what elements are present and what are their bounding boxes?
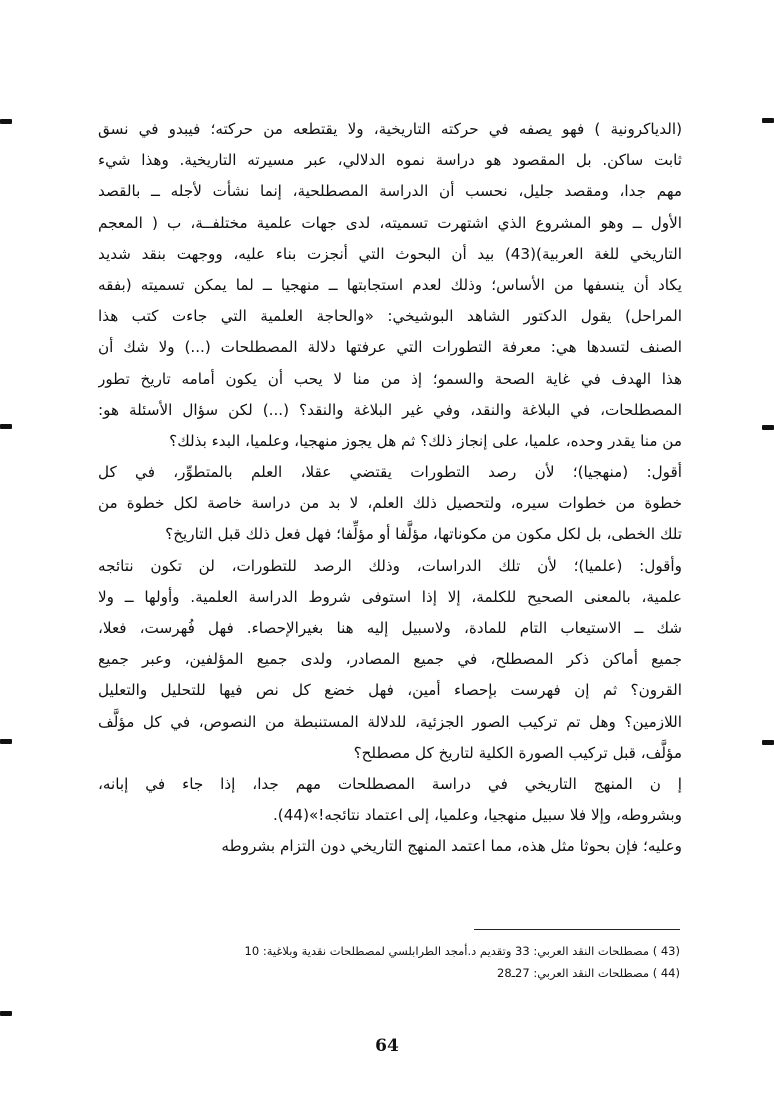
text-line: وأقول: (علميا)؛ لأن تلك الدراسات، وذلك الرصد للتطورات، لن تكون نتائجه [98, 556, 682, 575]
text-line: مهم جدا، ومقصد جليل، نحسب أن الدراسة المصطلحية، إنما نشأت لأجله ــ بالقصد [98, 182, 682, 201]
text-line: شك ــ الاستيعاب التام للمادة، ولاسبيل إليه هنا بغيرالإحصاء. فهل فُهرست، فعلا، [98, 619, 682, 637]
page-number: 64 [375, 1036, 399, 1056]
edge-mark [762, 740, 774, 745]
footnote-43: (43 ) مصطلحات النقد العربي: 33 وتقديم د.أمجد الطرابلسي لمصطلحات نقدية وبلاغية: 10 [244, 944, 680, 958]
edge-mark [762, 425, 774, 430]
text-line: المصطلحات، في البلاغة والنقد، وفي غير البلاغة والنقد؟ (...) لكن سؤال الأسئلة هو: [98, 400, 682, 419]
text-line: ثابت ساكن. بل المقصود هو دراسة نموه الدلالي، عبر مسيرته التاريخية. وهذا شيء [98, 151, 682, 170]
text-line: إ ن المنهج التاريخي في دراسة المصطلحات مهم جدا، إذا جاء في إبانه، [98, 774, 682, 793]
edge-mark [0, 424, 12, 429]
body-text [98, 114, 682, 863]
text-line: (الدياكرونية ) فهو يصفه في حركته التاريخية، ولا يقتطعه من حركته؛ فيبدو في نسق [98, 120, 682, 138]
text-line: خطوة من خطوات سيره، ولتحصيل ذلك العلم، لا بد من دراسة خاصة لكل خطوة من [98, 494, 682, 513]
text-line: التاريخي للغة العربية)(43) بيد أن البحوث التي أنجزت بناء عليه، ووجهت بنقد شديد [98, 244, 682, 263]
text-line: مؤلَّف، قبل تركيب الصورة الكلية لتاريخ كل مصطلح؟ [353, 743, 682, 762]
text-line: هذا الهدف في غاية الصحة والسمو؛ إذ من منا لا يحب أن يكون أمامه تاريخ تطور [98, 369, 682, 388]
text-line: المراحل) يقول الدكتور الشاهد البوشيخي: «والحاجة العلمية التي جاءت كتب هذا [98, 307, 682, 326]
edge-mark [762, 118, 774, 123]
text-line: الأول ــ وهو المشروع الذي اشتهرت تسميته، لدى جهات علمية مختلفــة، ب ( المعجم [98, 213, 682, 232]
edge-mark [0, 739, 12, 744]
text-line: وعليه؛ فإن بحوثا مثل هذه، مما اعتمد المنهج التاريخي دون التزام بشروطه [221, 837, 682, 856]
footnotes [180, 940, 680, 984]
text-line: اللازمين؟ وهل تم تركيب الصور الجزئية، للدلالة المستنبطة من النصوص، في كل مؤلَّف [98, 712, 682, 731]
text-line: تلك الخطى، بل لكل مكون من مكوناتها، مؤلَّفا أو مؤلِّفا؛ فهل فعل ذلك قبل التاريخ؟ [165, 525, 682, 544]
text-line: القرون؟ ثم إن فهرست بإحصاء أمين، فهل خضع كل نص فيها للتحليل والتعليل [98, 681, 682, 700]
text-line: أقول: (منهجيا)؛ لأن رصد التطورات يقتضي عقلا، العلم بالمتطوِّر، في كل [98, 463, 682, 482]
footnote-separator [474, 929, 680, 930]
text-line: جميع أماكن ذكر المصطلح، في جميع المصادر، ولدى جميع المؤلفين، وعبر جميع [98, 650, 682, 669]
text-line: وبشروطه، وإلا فلا سبيل منهجيا، وعلميا، إلى اعتماد نتائجه!»(44). [272, 806, 682, 825]
text-line: الصنف لتسدها هي: معرفة التطورات التي عرفتها دلالة المصطلحات (...) ولا شك أن [98, 338, 682, 357]
edge-mark [0, 119, 12, 124]
text-line: يكاد أن ينسفها من الأساس؛ وذلك لعدم استجابتها ــ منهجيا ــ لما يمكن تسميته (بفقه [98, 275, 682, 294]
text-line: من منا يقدر وحده، علميا، على إنجاز ذلك؟ ثم هل يجوز منهجيا، وعلميا، البدء بذلك؟ [169, 431, 682, 450]
text-line: علمية، بالمعنى الصحيح للكلمة، إلا إذا استوفى شروط الدراسة العلمية. وأولها ــ ولا [98, 587, 682, 606]
footnote-44: (44 ) مصطلحات النقد العربي: 27ـ28 [497, 966, 680, 980]
edge-mark [0, 1011, 12, 1016]
